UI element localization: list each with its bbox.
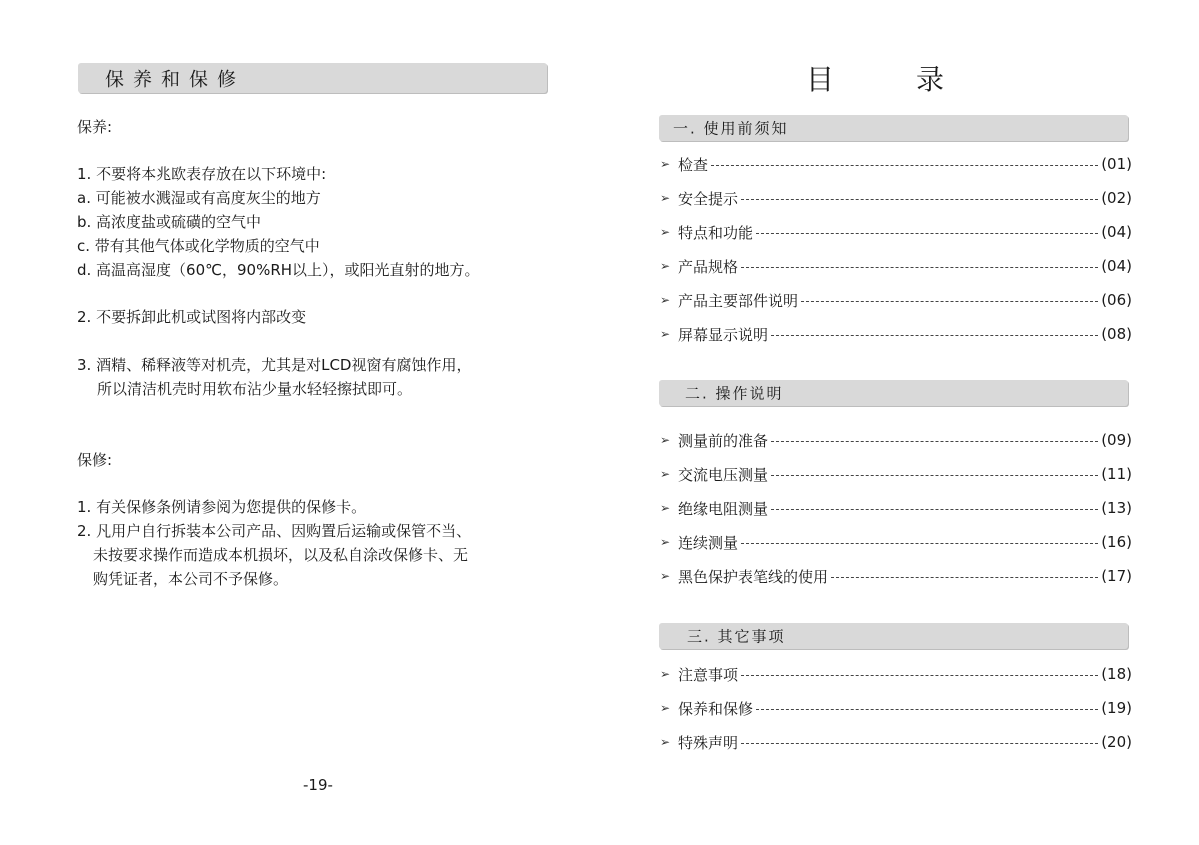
- toc-entry-label: 连续测量: [678, 533, 739, 552]
- triangle-bullet-icon: ➢: [660, 667, 671, 681]
- toc-title-char-2: 录: [916, 63, 945, 96]
- maintenance-item-1a: a. 可能被水溅湿或有高度灰尘的地方: [77, 189, 321, 207]
- section-header-maintenance-warranty: [78, 63, 547, 93]
- toc-entry-label: 安全提示: [678, 189, 739, 208]
- toc-entry[interactable]: [660, 186, 1132, 210]
- warranty-item-2-cont-2: 购凭证者，本公司不予保修。: [93, 570, 289, 588]
- triangle-bullet-icon: ➢: [660, 501, 671, 515]
- triangle-bullet-icon: ➢: [660, 225, 671, 239]
- triangle-bullet-icon: ➢: [660, 191, 671, 205]
- dotted-leader: [756, 233, 1098, 234]
- toc-entry-label: 特殊声明: [678, 733, 739, 752]
- toc-entry-page: (19): [1101, 699, 1132, 717]
- maintenance-item-2: 2. 不要拆卸此机或试图将内部改变: [77, 308, 307, 326]
- maintenance-item-1c: c. 带有其他气体或化学物质的空气中: [77, 237, 320, 255]
- dotted-leader: [741, 675, 1098, 676]
- toc-entry[interactable]: [660, 220, 1132, 244]
- dotted-leader: [771, 335, 1098, 336]
- page-number: -19-: [303, 776, 333, 794]
- triangle-bullet-icon: ➢: [660, 259, 671, 273]
- toc-entry-label: 屏幕显示说明: [678, 325, 769, 344]
- warranty-item-2-cont-1: 未按要求操作而造成本机损坏，以及私自涂改保修卡、无: [93, 546, 469, 564]
- toc-title-char-1: 目: [806, 63, 835, 96]
- toc-section-3-title: 三. 其它事项: [687, 627, 786, 646]
- toc-entry-page: (06): [1101, 291, 1132, 309]
- section-header-title: 保养和保修: [105, 68, 246, 91]
- maintenance-item-1d: d. 高温高湿度（60℃，90%RH以上），或阳光直射的地方。: [77, 261, 480, 279]
- warranty-label: 保修:: [77, 451, 113, 469]
- toc-entry-page: (04): [1101, 223, 1132, 241]
- triangle-bullet-icon: ➢: [660, 701, 671, 715]
- toc-entry-label: 测量前的准备: [678, 431, 769, 450]
- dotted-leader: [771, 475, 1098, 476]
- toc-entry-page: (16): [1101, 533, 1132, 551]
- toc-entry-page: (02): [1101, 189, 1132, 207]
- toc-entry-label: 检查: [678, 155, 709, 174]
- dotted-leader: [741, 267, 1098, 268]
- toc-entry[interactable]: [660, 696, 1132, 720]
- triangle-bullet-icon: ➢: [660, 535, 671, 549]
- toc-entry-page: (08): [1101, 325, 1132, 343]
- triangle-bullet-icon: ➢: [660, 569, 671, 583]
- dotted-leader: [801, 301, 1098, 302]
- toc-entry-page: (13): [1101, 499, 1132, 517]
- toc-section-1-title: 一. 使用前须知: [673, 119, 789, 138]
- warranty-item-2: 2. 凡用户自行拆装本公司产品、因购置后运输或保管不当、: [77, 522, 472, 540]
- toc-entry[interactable]: [660, 462, 1132, 486]
- toc-entry-label: 绝缘电阻测量: [678, 499, 769, 518]
- toc-entry[interactable]: [660, 288, 1132, 312]
- toc-entry-label: 注意事项: [678, 665, 739, 684]
- maintenance-item-3: 3. 酒精、稀释液等对机壳，尤其是对LCD视窗有腐蚀作用，: [77, 356, 472, 374]
- toc-entry-label: 黑色保护表笔线的使用: [678, 567, 829, 586]
- dotted-leader: [741, 543, 1098, 544]
- toc-section-2-header: [659, 380, 1128, 406]
- toc-entry-label: 交流电压测量: [678, 465, 769, 484]
- toc-entry-page: (09): [1101, 431, 1132, 449]
- maintenance-item-3-cont: 所以清洁机壳时用软布沾少量水轻轻擦拭即可。: [97, 380, 413, 398]
- triangle-bullet-icon: ➢: [660, 735, 671, 749]
- dotted-leader: [741, 199, 1098, 200]
- dotted-leader: [756, 709, 1098, 710]
- dotted-leader: [771, 441, 1098, 442]
- left-page: [0, 0, 599, 845]
- dotted-leader: [771, 509, 1098, 510]
- toc-entry[interactable]: [660, 530, 1132, 554]
- toc-entry[interactable]: [660, 428, 1132, 452]
- toc-entry[interactable]: [660, 322, 1132, 346]
- maintenance-item-1: 1. 不要将本兆欧表存放在以下环境中:: [77, 165, 327, 183]
- toc-entry-page: (17): [1101, 567, 1132, 585]
- toc-entry-page: (01): [1101, 155, 1132, 173]
- toc-entry-page: (18): [1101, 665, 1132, 683]
- toc-entry[interactable]: [660, 564, 1132, 588]
- maintenance-item-1b: b. 高浓度盐或硫磺的空气中: [77, 213, 262, 231]
- toc-entry[interactable]: [660, 152, 1132, 176]
- toc-entry[interactable]: [660, 254, 1132, 278]
- toc-section-2-title: 二. 操作说明: [685, 384, 784, 403]
- triangle-bullet-icon: ➢: [660, 293, 671, 307]
- toc-entry[interactable]: [660, 662, 1132, 686]
- toc-entry-page: (20): [1101, 733, 1132, 751]
- toc-entry[interactable]: [660, 496, 1132, 520]
- toc-entry-page: (11): [1101, 465, 1132, 483]
- toc-entry-label: 产品规格: [678, 257, 739, 276]
- toc-entry-label: 产品主要部件说明: [678, 291, 799, 310]
- triangle-bullet-icon: ➢: [660, 157, 671, 171]
- dotted-leader: [741, 743, 1098, 744]
- toc-entry[interactable]: [660, 730, 1132, 754]
- toc-entry-label: 保养和保修: [678, 699, 754, 718]
- toc-section-3-header: [659, 623, 1128, 649]
- dotted-leader: [711, 165, 1098, 166]
- dotted-leader: [831, 577, 1098, 578]
- triangle-bullet-icon: ➢: [660, 433, 671, 447]
- toc-entry-page: (04): [1101, 257, 1132, 275]
- triangle-bullet-icon: ➢: [660, 467, 671, 481]
- toc-entry-label: 特点和功能: [678, 223, 754, 242]
- triangle-bullet-icon: ➢: [660, 327, 671, 341]
- warranty-item-1: 1. 有关保修条例请参阅为您提供的保修卡。: [77, 498, 367, 516]
- toc-section-1-header: [659, 115, 1128, 141]
- maintenance-label: 保养:: [77, 118, 113, 136]
